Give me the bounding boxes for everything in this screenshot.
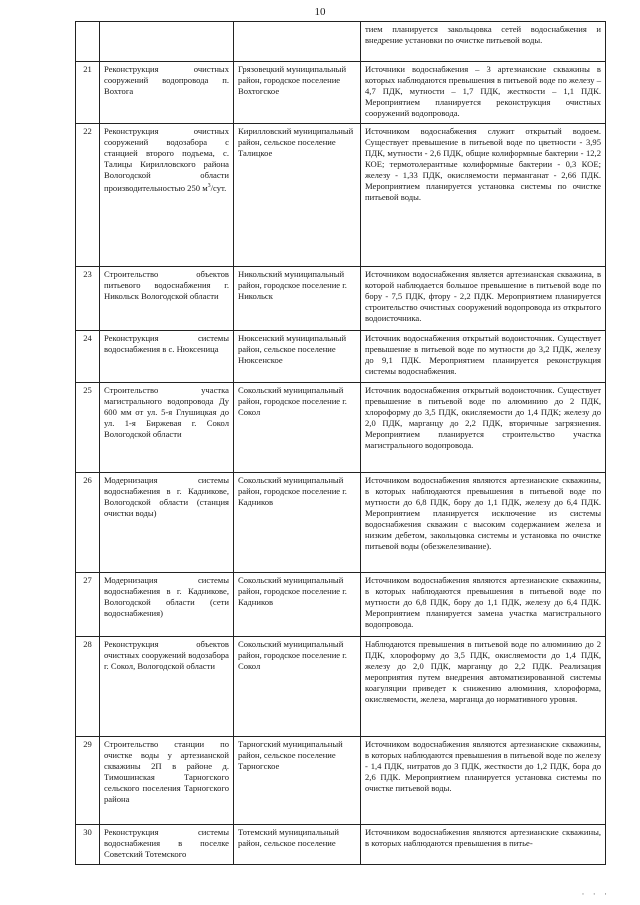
- table-row: [76, 473, 606, 573]
- territory: Сокольский муниципальный район, городское поселение г. Кадников: [234, 473, 361, 573]
- description: Источником водоснабжения является артезианская скважина, в которой наблюдается большое превышение в питьевой воде по бору - 7,5 ПДК, фтору - 2,2 ПДК. Мероприятием планируется строительство очистных сооружений водопровода из открытого водоисточника.: [361, 267, 606, 331]
- row-number: 27: [76, 573, 100, 637]
- description: Источником водоснабжения являются артезианские скважины, в которых наблюдаются превышения в питье-: [361, 825, 606, 865]
- project-name: Модернизация системы водоснабжения в г. Кадникове, Вологодской области (станция очистки воды): [100, 473, 234, 573]
- table-row-continuation: [76, 22, 606, 62]
- project-name: Строительство участка магистрального водопровода Ду 600 мм от ул. 5-я Глушицкая до ул. 1-я Биржевая г. Сокол Вологодской области: [100, 383, 234, 473]
- territory: Кирилловский муниципальный район, сельское поселение Талицкое: [234, 124, 361, 267]
- description: Источником водоснабжения являются артезианские скважины, в которых наблюдаются превышения в питьевой воде по мутности до 6,8 ПДК, бору до 1,1 ПДК, железу до 6,4 ПДК. Мероприятием планируется замена участка магистрального водопровода.: [361, 573, 606, 637]
- project-name: Модернизация системы водоснабжения в г. Кадникове, Вологодской области (сети водоснабжения): [100, 573, 234, 637]
- description: Источником водоснабжения являются артезианские скважины, в которых наблюдаются превышения в питьевой воде по железу - 1,4 ПДК, нитратов до 3 ПДК, жесткости до 1,2 ПДК, бора до 2,6 ПДК. Мероприятием планируется установка системы по очистке питьевой воды.: [361, 737, 606, 825]
- project-name: Реконструкция системы водоснабжения в с. Нюксеница: [100, 331, 234, 383]
- table-row: [76, 637, 606, 737]
- project-name: Строительство объектов питьевого водоснабжения г. Никольск Вологодской области: [100, 267, 234, 331]
- table-row: [76, 124, 606, 267]
- cell-empty: [76, 22, 100, 62]
- table-row: [76, 383, 606, 473]
- territory: Тарногский муниципальный район, сельское поселение Тарногское: [234, 737, 361, 825]
- row-number: 21: [76, 62, 100, 124]
- description: Источник водоснабжения открытый водоисточник. Существует превышение в питьевой воде по мутности до 3,2 ПДК, железу до 9,1 ПДК. Мероприятием планируется реконструкция системы водоснабжения.: [361, 331, 606, 383]
- row-number: 25: [76, 383, 100, 473]
- row-number: 26: [76, 473, 100, 573]
- table-row: [76, 737, 606, 825]
- description: Источники водоснабжения – 3 артезианские скважины в которых наблюдаются превышения в питьевой воде по железу – 4,7 ПДК, мутности – 1,7 ПДК, жесткости – 1,1 ПДК. Мероприятием планируется реконструкция очистных сооружений водопровода.: [361, 62, 606, 124]
- cell-empty: [100, 22, 234, 62]
- territory: Сокольский муниципальный район, городское поселение г. Кадников: [234, 573, 361, 637]
- project-name: Реконструкция объектов очистных сооружений водозабора г. Сокол, Вологодской области: [100, 637, 234, 737]
- table-row: [76, 331, 606, 383]
- territory: Грязовецкий муниципальный район, городское поселение Вохтогское: [234, 62, 361, 124]
- territory: Никольский муниципальный район, городское поселение г. Никольск: [234, 267, 361, 331]
- projects-table: [75, 21, 606, 865]
- row-number: 30: [76, 825, 100, 865]
- description: Источник водоснабжения открытый водоисточник. Существует превышение в питьевой воде по алюминию до 2 ПДК, хлороформу до 3,5 ПДК, окисляемости до 1,4 ПДК; железу до 2,0 ПДК, марганцу до 2,2 ПДК, вторичные загрязнения. Мероприятием планируется строительство участка магистрального водопровода.: [361, 383, 606, 473]
- row-number: 29: [76, 737, 100, 825]
- project-name: Реконструкция очистных сооружений водозабора с станцией второго подъема, с. Талицы Кирилловского района Вологодской области производительностью 250 $м^3$/сут.: [100, 124, 234, 267]
- table-row: [76, 267, 606, 331]
- table-row: [76, 573, 606, 637]
- description: Источником водоснабжения являются артезианские скважины, в которых наблюдаются превышения в питьевой воде по мутности до 6,8 ПДК, бору до 1,1 ПДК, железу до 6,4 ПДК. Мероприятием планируется исключение из системы водоснабжения скважин с высоким содержанием железа и низким дебетом, закольцовка системы и установка по очистке питьевой воды (обезжелезивание).: [361, 473, 606, 573]
- continuation-text: тием планируется закольцовка сетей водоснабжения и внедрение установки по очистке питьевой воды.: [361, 22, 606, 62]
- cell-empty: [234, 22, 361, 62]
- page-number: 10: [314, 6, 326, 18]
- territory: Тотемский муниципальный район, сельское поселение: [234, 825, 361, 865]
- scan-artifact: · · ·: [581, 889, 610, 899]
- project-name: Реконструкция системы водоснабжения в поселке Советский Тотемского: [100, 825, 234, 865]
- territory: Сокольский муниципальный район, городское поселение г. Сокол: [234, 383, 361, 473]
- row-number: 22: [76, 124, 100, 267]
- description: Источником водоснабжения служит открытый водоем. Существует превышение в питьевой воде по цветности - 3,95 ПДК, мутности - 2,6 ПДК, общие колиформные бактерии - 12,2 КОЕ; термотолерантные колиформные бактерии - 0,3 КОЕ; железу - 1,33 ПДК, окисляемости перманганат - 2,66 ПДК. Мероприятием планируется установка системы по очистке питьевой воды.: [361, 124, 606, 267]
- project-name: Реконструкция очистных сооружений водопровода п. Вохтога: [100, 62, 234, 124]
- row-number: 23: [76, 267, 100, 331]
- project-name: Строительство станции по очистке воды у артезианской скважины 2П в районе д. Тимошинская Тарногского сельского поселения Тарногского района: [100, 737, 234, 825]
- territory: Сокольский муниципальный район, городское поселение г. Сокол: [234, 637, 361, 737]
- description: Наблюдаются превышения в питьевой воде по алюминию до 2 ПДК, хлороформу до 3,5 ПДК, окисляемости до 1,4 ПДК, железу до 2,0 ПДК, марганцу до 2,2 ПДК. Реализация мероприятия путем внедрения автоматизированной системы коагуляции приведет к снижению алюминия, хлороформа, окисляемости, железа, марганца до нормативного уровня.: [361, 637, 606, 737]
- row-number: 24: [76, 331, 100, 383]
- table-row: [76, 825, 606, 865]
- row-number: 28: [76, 637, 100, 737]
- table-row: [76, 62, 606, 124]
- territory: Нюксенский муниципальный район, сельское поселение Нюксенское: [234, 331, 361, 383]
